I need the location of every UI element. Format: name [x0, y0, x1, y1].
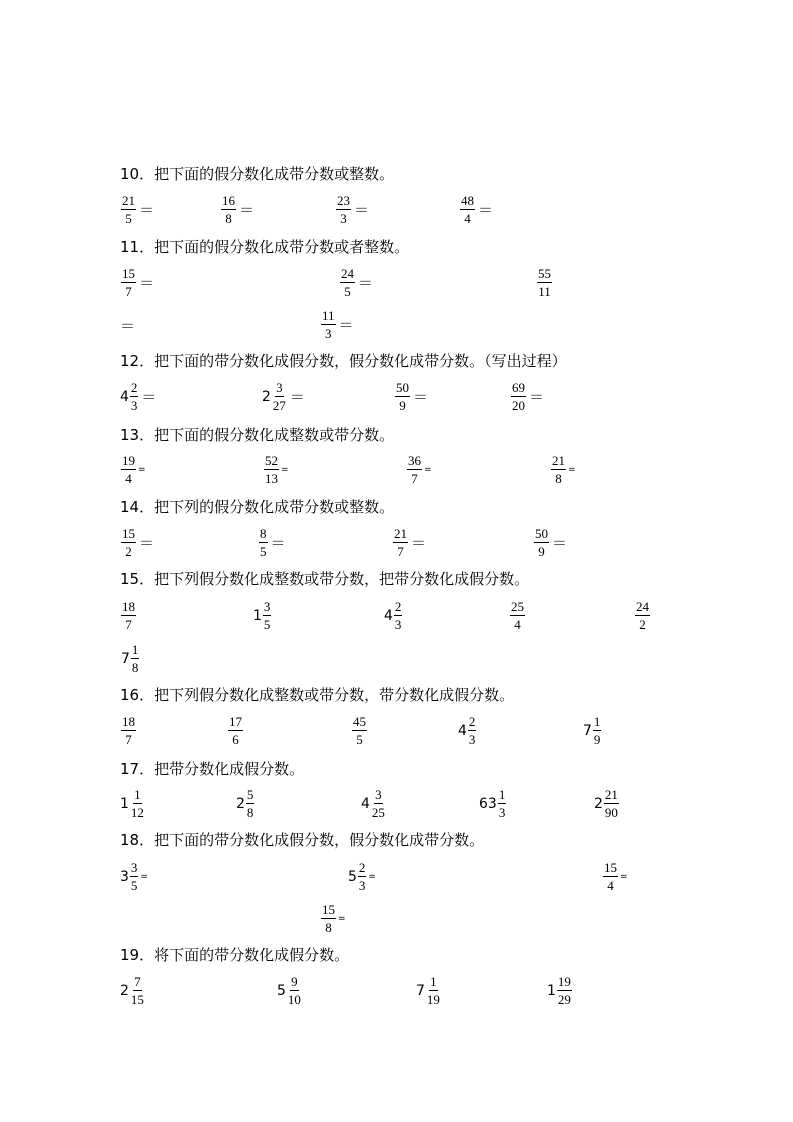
q17-item-5: 2 $\frac{21}{90}$ [594, 787, 618, 820]
q12-item-1: 4 $\frac{2}{3}$ ＝ [120, 380, 157, 413]
q10-item-4: $\frac{48}{4}$ ＝ [461, 193, 494, 226]
fraction: $\frac{1}{3}$ [498, 787, 506, 820]
q15-item-3: 4 $\frac{2}{3}$ [384, 599, 402, 632]
fraction: $\frac{3}{25}$ [371, 787, 385, 820]
q17-item-1: 1 $\frac{1}{12}$ [120, 787, 144, 820]
q14-item-2: $\frac{8}{5}$ ＝ [260, 526, 286, 559]
fraction: $\frac{3}{5}$ [263, 599, 271, 632]
question-14-title: 14．把下列的假分数化成带分数或整数。 [120, 498, 395, 516]
q16-item-4: 4 $\frac{2}{3}$ [458, 714, 476, 747]
question-17-title: 17．把带分数化成假分数。 [120, 760, 305, 778]
q11-item-1: $\frac{15}{7}$ ＝ [122, 266, 155, 299]
q17-item-2: 2 $\frac{5}{8}$ [236, 787, 254, 820]
fraction: $\frac{48}{4}$ [461, 193, 474, 226]
question-12-title: 12．把下面的带分数化成假分数，假分数化成带分数。（写出过程） [120, 352, 567, 370]
fraction: $\frac{2}{3}$ [130, 380, 138, 413]
fraction: $\frac{7}{15}$ [130, 974, 144, 1007]
question-18-title: 18．把下面的带分数化成假分数，假分数化成带分数。 [120, 831, 485, 849]
q17-item-4: 63 $\frac{1}{3}$ [479, 787, 506, 820]
fraction: $\frac{15}{7}$ [122, 266, 135, 299]
q14-item-3: $\frac{21}{7}$ ＝ [394, 526, 427, 559]
q14-item-4: $\frac{50}{9}$ ＝ [535, 526, 568, 559]
fraction: $\frac{3}{27}$ [272, 380, 286, 413]
question-10-title: 10．把下面的假分数化成带分数或整数。 [120, 165, 395, 183]
q19-item-2: 5 $\frac{9}{10}$ [277, 974, 301, 1007]
question-16-title: 16．把下列假分数化成整数或带分数，带分数化成假分数。 [120, 686, 515, 704]
fraction: $\frac{36}{7}$ [408, 453, 421, 486]
q12-item-4: $\frac{69}{20}$ ＝ [512, 380, 545, 413]
fraction: $\frac{16}{8}$ [222, 193, 235, 226]
fraction: $\frac{21}{7}$ [394, 526, 407, 559]
q13-item-3: $\frac{36}{7}$ = [408, 453, 432, 486]
fraction: $\frac{15}{4}$ [604, 860, 617, 893]
fraction: $\frac{24}{2}$ [636, 599, 649, 632]
fraction: $\frac{69}{20}$ [512, 380, 525, 413]
fraction: $\frac{52}{13}$ [265, 453, 278, 486]
q19-item-4: 1 $\frac{19}{29}$ [547, 974, 571, 1007]
question-15-title: 15．把下列假分数化成整数或带分数，把带分数化成假分数。 [120, 570, 530, 588]
q16-item-5: 7 $\frac{1}{9}$ [583, 714, 601, 747]
fraction: $\frac{2}{3}$ [468, 714, 476, 747]
fraction: $\frac{25}{4}$ [511, 599, 524, 632]
fraction: $\frac{1}{19}$ [426, 974, 440, 1007]
fraction: $\frac{19}{4}$ [122, 453, 135, 486]
q10-item-1: $\frac{21}{5}$ ＝ [122, 193, 155, 226]
q11-item-2: $\frac{24}{5}$ ＝ [341, 266, 374, 299]
fraction: $\frac{5}{8}$ [246, 787, 254, 820]
fraction: $\frac{21}{8}$ [552, 453, 565, 486]
fraction: $\frac{2}{3}$ [394, 599, 402, 632]
q11-item-3 [537, 266, 552, 299]
fraction: $\frac{11}{3}$ [322, 308, 335, 341]
q19-item-1: 2 $\frac{7}{15}$ [120, 974, 144, 1007]
fraction: $\frac{23}{3}$ [337, 193, 350, 226]
fraction: $\frac{8}{5}$ [260, 526, 267, 559]
q17-item-3: 4 $\frac{3}{25}$ [361, 787, 385, 820]
fraction: $\frac{55}{11}$ [538, 266, 551, 299]
fraction: $\frac{18}{7}$ [122, 599, 135, 632]
fraction: $\frac{3}{5}$ [130, 860, 138, 893]
q12-item-3: $\frac{50}{9}$ ＝ [396, 380, 429, 413]
q18-item-3: $\frac{15}{4}$ = [604, 860, 628, 893]
fraction: $\frac{45}{5}$ [353, 714, 366, 747]
fraction: $\frac{24}{5}$ [341, 266, 354, 299]
question-13-title: 13．把下面的假分数化成整数或带分数。 [120, 426, 395, 444]
fraction: $\frac{2}{3}$ [358, 860, 366, 893]
q11-item-4: $\frac{11}{3}$ ＝ [322, 308, 354, 341]
fraction: $\frac{50}{9}$ [396, 380, 409, 413]
q13-item-1: $\frac{19}{4}$ = [122, 453, 146, 486]
fraction: $\frac{17}{6}$ [229, 714, 242, 747]
q13-item-2: $\frac{52}{13}$ = [265, 453, 289, 486]
q18-item-1: 3 $\frac{3}{5}$ = [120, 860, 148, 893]
q13-item-4: $\frac{21}{8}$ = [552, 453, 576, 486]
q19-item-3: 7 $\frac{1}{19}$ [416, 974, 440, 1007]
q10-item-3: $\frac{23}{3}$ ＝ [337, 193, 370, 226]
question-19-title: 19．将下面的带分数化成假分数。 [120, 946, 350, 964]
q16-item-2 [228, 714, 243, 747]
fraction: $\frac{21}{90}$ [604, 787, 618, 820]
q15-item-2: 1 $\frac{3}{5}$ [253, 599, 271, 632]
fraction: $\frac{15}{2}$ [122, 526, 135, 559]
q15-item-6: 7 $\frac{1}{8}$ [121, 642, 139, 675]
fraction: $\frac{1}{12}$ [130, 787, 144, 820]
q15-item-4 [510, 599, 525, 632]
equals-sign: ＝ [120, 317, 136, 335]
q14-item-1: $\frac{15}{2}$ ＝ [122, 526, 155, 559]
question-11-title: 11．把下面的假分数化成带分数或者整数。 [120, 238, 410, 256]
q18-item-4: $\frac{15}{8}$ = [322, 902, 346, 935]
fraction: $\frac{50}{9}$ [535, 526, 548, 559]
q15-item-1 [121, 599, 136, 632]
fraction: $\frac{1}{9}$ [593, 714, 601, 747]
fraction: $\frac{9}{10}$ [287, 974, 301, 1007]
fraction: $\frac{15}{8}$ [322, 902, 335, 935]
q18-item-2: 5 $\frac{2}{3}$ = [348, 860, 376, 893]
fraction: $\frac{21}{5}$ [122, 193, 135, 226]
fraction: $\frac{1}{8}$ [131, 642, 139, 675]
q12-item-2: 2 $\frac{3}{27}$ ＝ [262, 380, 305, 413]
q15-item-5 [635, 599, 650, 632]
q16-item-1 [121, 714, 136, 747]
fraction: $\frac{18}{7}$ [122, 714, 135, 747]
fraction: $\frac{19}{29}$ [557, 974, 571, 1007]
q16-item-3 [352, 714, 367, 747]
q10-item-2: $\frac{16}{8}$ ＝ [222, 193, 255, 226]
